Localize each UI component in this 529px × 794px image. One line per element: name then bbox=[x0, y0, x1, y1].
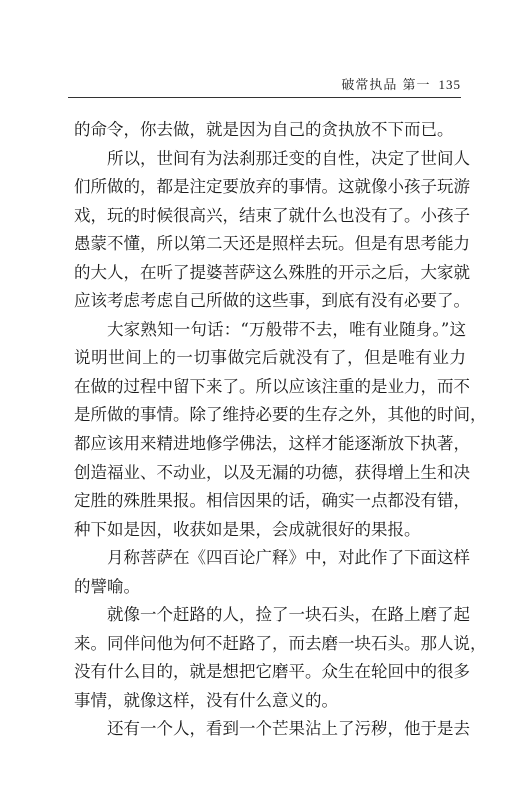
text-line: 就像一个赶路的人，捡了一块石头，在路上磨了起 bbox=[107, 605, 470, 625]
text-line: 戏，玩的时候很高兴，结束了就什么也没有了。小孩子 bbox=[74, 205, 470, 225]
text-line: 的大人，在听了提婆菩萨这么殊胜的开示之后，大家就 bbox=[74, 262, 470, 282]
text-line: 说明世间上的一切事做完后就没有了，但是唯有业力 bbox=[74, 348, 466, 368]
text-line: 种下如是因，收获如是果，会成就很好的果报。 bbox=[74, 519, 421, 539]
text-line: 的命令，你去做，就是因为自己的贪执放不下而已。 bbox=[74, 120, 454, 139]
text-line: 还有一个人，看到一个芒果沾上了污秽，他于是去 bbox=[107, 719, 470, 739]
text-line: 月称菩萨在《四百论广释》中，对此作了下面这样 bbox=[107, 548, 470, 568]
body-text bbox=[74, 116, 487, 744]
text-line: 所以，世间有为法刹那迁变的自性，决定了世间人 bbox=[107, 148, 470, 168]
text-line: 来。同伴问他为何不赶路了，而去磨一块石头。那人说， bbox=[74, 633, 487, 653]
page-number: 135 bbox=[438, 77, 461, 92]
text-line: 定胜的殊胜果报。相信因果的话，确实一点都没有错， bbox=[74, 491, 470, 511]
text-line: 事情，就像这样，没有什么意义的。 bbox=[74, 690, 338, 710]
text-line: 愚蒙不懂，所以第二天还是照样去玩。但是有思考能力 bbox=[74, 234, 470, 254]
text-line: 在做的过程中留下来了。所以应该注重的是业力，而不 bbox=[74, 376, 470, 396]
chapter-title: 破常执品 第一 bbox=[341, 78, 431, 93]
text-line: 没有什么目的，就是想把它磨平。众生在轮回中的很多 bbox=[74, 662, 470, 682]
text-line: 应该考虑考虑自己所做的这些事，到底有没有必要了。 bbox=[74, 291, 470, 311]
text-line: 都应该用来精进地修学佛法，这样才能逐渐放下执著， bbox=[74, 434, 470, 454]
running-header bbox=[341, 74, 461, 93]
header-rule bbox=[68, 97, 461, 98]
text-line: 大家熟知一句话：“万般带不去，唯有业随身。”这 bbox=[107, 319, 466, 339]
text-line: 是所做的事情。除了维持必要的生存之外，其他的时间， bbox=[74, 405, 487, 425]
text-line: 创造福业、不动业，以及无漏的功德，获得增上生和决 bbox=[74, 462, 470, 482]
text-line: 的譬喻。 bbox=[74, 576, 140, 596]
text-line: 们所做的，都是注定要放弃的事情。这就像小孩子玩游 bbox=[74, 177, 470, 197]
